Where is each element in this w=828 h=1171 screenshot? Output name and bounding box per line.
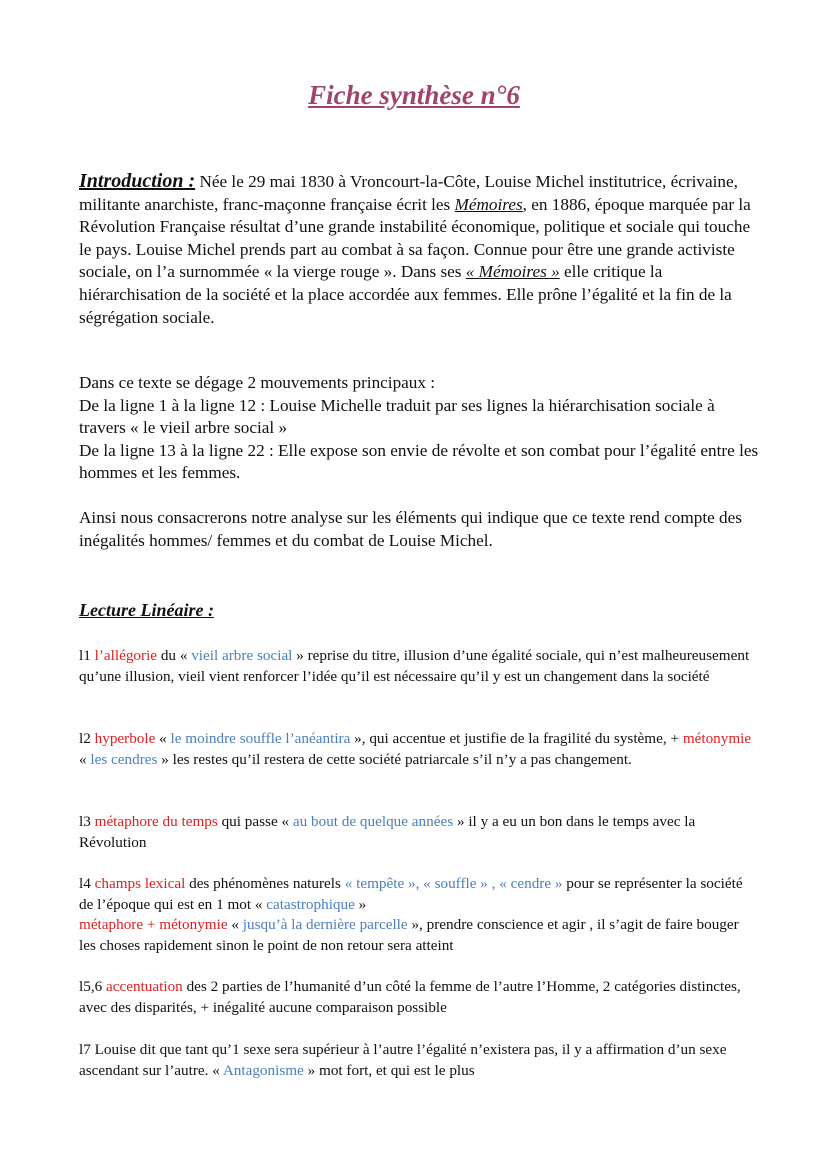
figure-of-speech: champs lexical: [94, 875, 186, 892]
analysis-text: pour se représenter la société de l’époque qui est en 1 mot «: [79, 875, 743, 913]
analysis-text: des 2 parties de l’humanité d’un côté la femme de l’autre l’Homme, 2 catégories distinctes, avec des disparités, + inégalité aucune comparaison possible: [79, 978, 741, 1016]
figure-of-speech: hyperbole: [94, 730, 156, 747]
movement-one: De la ligne 1 à la ligne 12 : Louise Michelle traduit par ses lignes la hiérarchisation sociale à travers « le vieil arbre social »: [79, 395, 715, 438]
movement-two: De la ligne 13 à la ligne 22 : Elle expose son envie de révolte et son combat pour l’égalité entre les hommes et les femmes.: [79, 440, 759, 483]
line-number: l5,6: [79, 978, 107, 995]
analysis-text: des phénomènes naturels: [185, 875, 345, 892]
quotation: Antagonisme: [222, 1061, 304, 1079]
analysis-line-3: [79, 812, 759, 853]
movements-intro: Dans ce texte se dégage 2 mouvements principaux :: [79, 373, 436, 392]
figure-of-speech: métonymie: [682, 730, 752, 747]
analysis-text: » mot fort, et qui est le plus: [303, 1061, 475, 1079]
analysis-text: «: [155, 730, 171, 747]
analysis-text: », qui accentue et justifie de la fragilité du système, +: [350, 730, 683, 747]
analysis-text: qui passe «: [217, 813, 293, 830]
analysis-text: », prendre conscience et agir , il s’agit de faire bouger les choses rapidement sinon le point de non retour sera atteint: [79, 916, 739, 954]
analysis-line-4: [79, 874, 759, 956]
page-title: Fiche synthèse n°6: [308, 80, 520, 110]
figure-of-speech: accentuation: [106, 978, 183, 995]
intro-text: elle critique la hiérarchisation de la société et la place accordée aux femmes. Elle prône l’égalité et la fin de la ségrégation sociale.: [79, 262, 732, 327]
analysis-text: » les restes qu’il restera de cette société patriarcale s’il n’y a pas changement.: [157, 750, 632, 768]
analysis-line-2: [79, 729, 759, 770]
analysis-text: «: [227, 916, 243, 934]
figure-of-speech: métaphore du temps: [94, 813, 218, 830]
quotation: jusqu’à la dernière parcelle: [242, 916, 408, 934]
analysis-line-5-6: [79, 977, 759, 1018]
analysis-line-7: [79, 1040, 759, 1081]
memoires-title: Mémoires: [454, 194, 523, 214]
quotation: « tempête », « souffle » , « cendre »: [344, 875, 563, 892]
analysis-text: » il y a eu un bon dans le temps avec la Révolution: [79, 813, 696, 851]
line-number: l2: [79, 730, 95, 747]
quotation: vieil arbre social: [191, 647, 293, 664]
line-number: l1: [79, 647, 95, 664]
analysis-text: »: [354, 895, 367, 913]
figure-of-speech: l’allégorie: [94, 647, 158, 664]
introduction-label: Introduction :: [79, 170, 196, 192]
figure-of-speech: métaphore + métonymie: [79, 916, 228, 934]
line-number: l4: [79, 875, 95, 892]
analysis-line-1: [79, 646, 759, 687]
analysis-text: «: [79, 750, 91, 768]
quotation: les cendres: [90, 750, 158, 768]
analysis-text: l7 Louise dit que tant qu’1 sexe sera supérieur à l’autre l’égalité n’existera pas, il y a affirmation d’un sexe ascendant sur l’autre. «: [79, 1041, 727, 1079]
analysis-text: » reprise du titre, illusion d’une égalité sociale, qui n’est malheureusement qu’une illusion, vieil vient renforcer l’idée qu’il est nécessaire qu’il y est un changement dans la société: [79, 647, 750, 685]
quotation: le moindre souffle l’anéantira: [170, 730, 351, 747]
movements-paragraph: [79, 372, 759, 485]
lecture-lineaire-label: Lecture Linéaire :: [79, 600, 214, 620]
line-number: l3: [79, 813, 95, 830]
analysis-text: du «: [157, 647, 192, 664]
analysis-announcement: Ainsi nous consacrerons notre analyse sur les éléments qui indique que ce texte rend compte des inégalités hommes/ femmes et du combat de Louise Michel.: [79, 508, 742, 550]
intro-text: , en 1886, époque marquée par la Révolution Française résultat d’une grande instabilité économique, politique et sociale qui touche le pays. Louise Michel prends part au combat à sa façon. Connue pour être une grande activiste sociale, on l’a surnommée « la vierge rouge ». Dans ses: [79, 194, 751, 282]
quotation: catastrophique: [266, 895, 355, 913]
memoires-title-quoted: « Mémoires »: [465, 262, 560, 282]
intro-text: Née le 29 mai 1830 à Vroncourt-la-Côte, Louise Michel institutrice, écrivaine, militante anarchiste, franc-maçonne française écrit les: [79, 172, 738, 214]
quotation: au bout de quelque années: [292, 813, 454, 830]
introduction-paragraph: [79, 170, 759, 329]
